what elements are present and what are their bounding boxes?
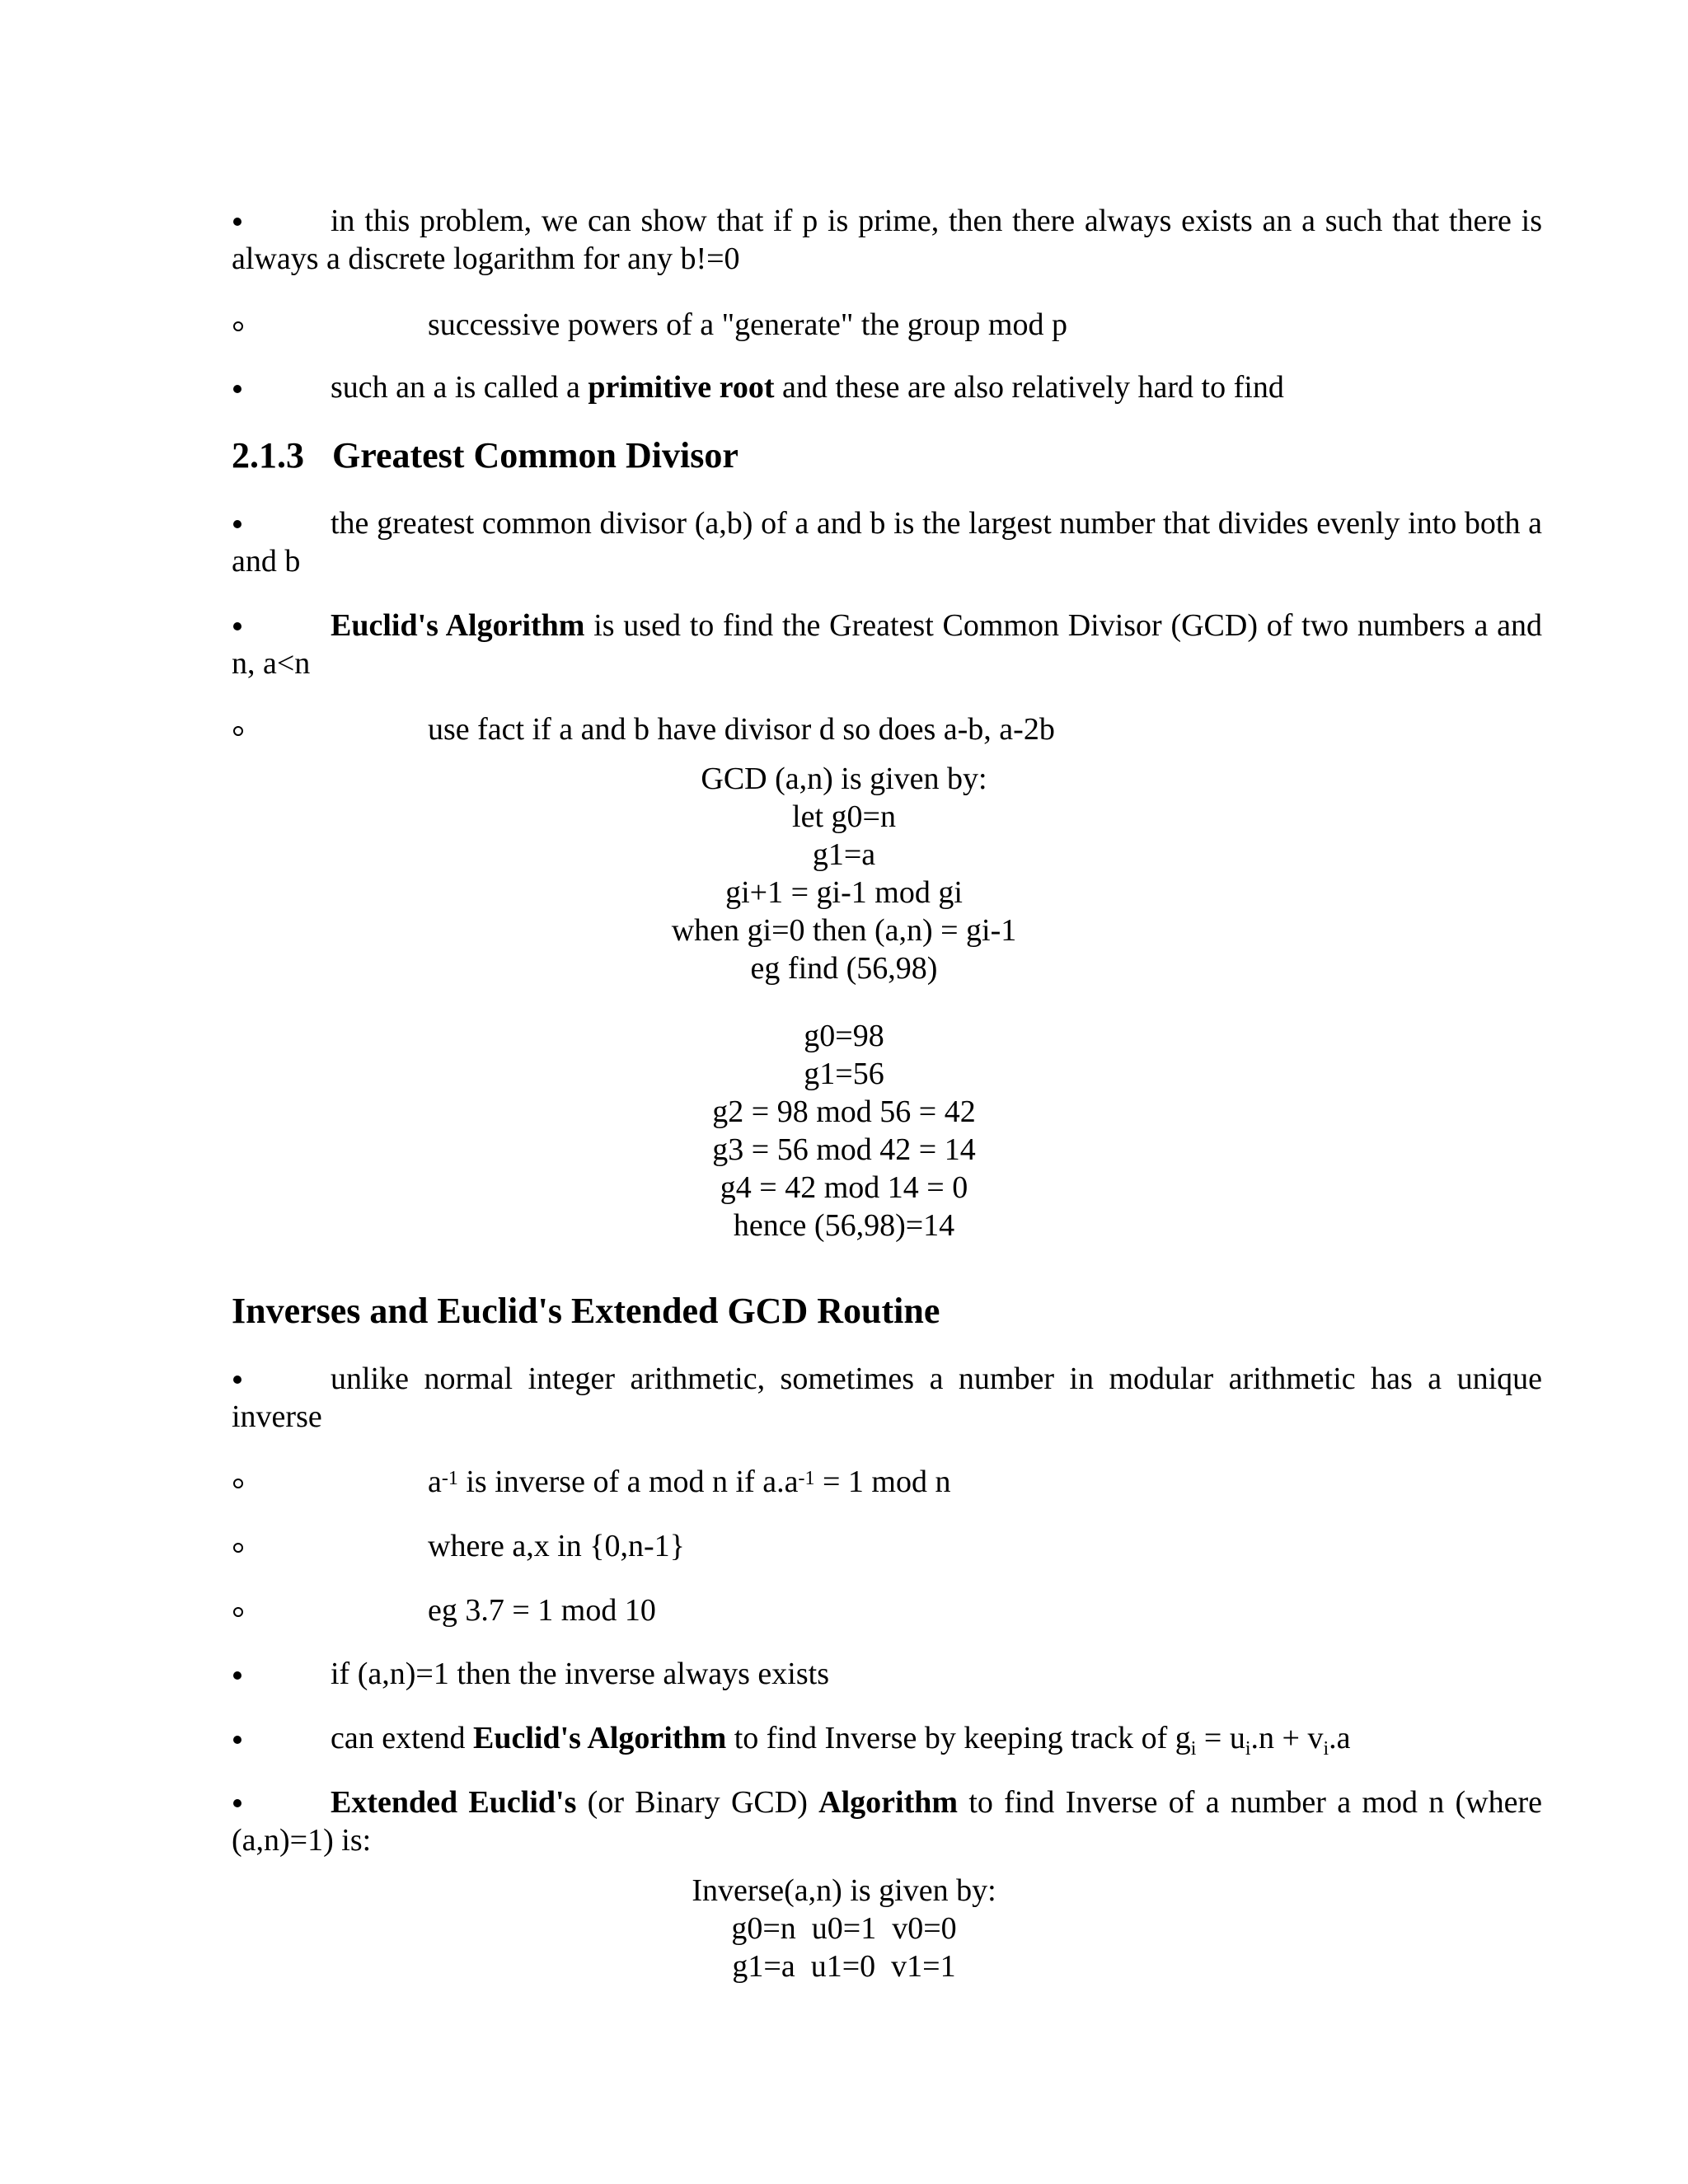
- inverse-algorithm-block: [0, 1872, 1688, 1985]
- example-line: g2 = 98 mod 56 = 42: [712, 1094, 976, 1129]
- bullet-text: (or Binary GCD): [576, 1785, 819, 1820]
- bullet-text: can extend Euclid's Algorithm to find Inverse by keeping track of $g_i = u_i.n + v_i.a$: [331, 1721, 1351, 1760]
- circle-bullet-icon: [233, 1607, 243, 1617]
- bullet-text: in this problem, we can show that if p is prime, then there always exists an a such that there is always a discrete logarithm for any b!=0: [232, 204, 1542, 276]
- sub-bullet-text: $a^{-1}$ is inverse of a mod n if $a.a^{-1} = 1$ mod n: [428, 1465, 951, 1499]
- algorithm-line: g1=a u1=0 v1=1: [732, 1949, 956, 1984]
- example-line: g4 = 42 mod 14 = 0: [720, 1170, 968, 1205]
- bold-term: Extended Euclid's: [331, 1785, 577, 1820]
- bullet-text: such an a is called a primitive root and these are also relatively hard to find: [331, 370, 1284, 405]
- bullet-icon: [233, 218, 241, 226]
- bullet-text: if (a,n)=1 then the inverse always exists: [331, 1657, 829, 1691]
- sub-bullet-text: use fact if a and b have divisor d so does a-b, a-2b: [428, 712, 1055, 747]
- gcd-algorithm-block: [0, 760, 1688, 987]
- bullet-icon: [233, 385, 241, 393]
- circle-bullet-icon: [233, 321, 243, 331]
- algorithm-line: Inverse(a,n) is given by:: [692, 1873, 996, 1908]
- sub-bullet-text: successive powers of a "generate" the group mod p: [428, 307, 1067, 342]
- algorithm-line: g0=n u0=1 v0=0: [731, 1911, 957, 1946]
- circle-bullet-icon: [233, 1543, 243, 1553]
- bold-term: Algorithm: [818, 1785, 959, 1820]
- bullet-text: to find Inverse of a number a mod n (where (a,n)=1) is:: [232, 1785, 1543, 1858]
- example-line: g1=56: [804, 1057, 884, 1091]
- circle-bullet-icon: [233, 726, 243, 736]
- sub-bullet-text: where a,x in {0,n-1}: [428, 1529, 685, 1563]
- bullet-icon: [233, 1671, 241, 1680]
- circle-bullet-icon: [233, 1479, 243, 1488]
- bullet-icon: [233, 520, 241, 528]
- bullet-item: [232, 607, 1542, 682]
- section-heading: [232, 434, 738, 477]
- bullet-text: the greatest common divisor (a,b) of a and b is the largest number that divides evenly into both a and b: [232, 506, 1542, 579]
- algorithm-line: gi+1 = gi-1 mod gi: [725, 875, 963, 910]
- gcd-example-block: [0, 1017, 1688, 1244]
- bullet-text: unlike normal integer arithmetic, sometimes a number in modular arithmetic has a unique inverse: [232, 1361, 1542, 1434]
- section-heading: [232, 1290, 940, 1333]
- section-title: Greatest Common Divisor: [332, 435, 738, 476]
- bullet-item: [232, 202, 1542, 278]
- bullet-item: [232, 1783, 1542, 1859]
- bullet-item: [232, 1360, 1542, 1436]
- algorithm-line: when gi=0 then (a,n) = gi-1: [671, 913, 1017, 948]
- algorithm-line: eg find (56,98): [750, 951, 938, 986]
- algorithm-line: GCD (a,n) is given by:: [701, 762, 987, 796]
- bullet-item: [232, 504, 1542, 580]
- algorithm-line: g1=a: [812, 837, 876, 872]
- bullet-icon: [233, 1799, 241, 1807]
- section-number: 2.1.3: [232, 435, 304, 476]
- bullet-text: is used to find the Greatest Common Divisor (GCD) of two numbers a and n, a<n: [232, 608, 1542, 681]
- bullet-icon: [233, 1736, 241, 1744]
- example-line: g0=98: [804, 1019, 884, 1053]
- example-line: hence (56,98)=14: [733, 1208, 955, 1243]
- sub-bullet-text: eg 3.7 = 1 mod 10: [428, 1593, 656, 1628]
- algorithm-line: let g0=n: [792, 799, 896, 834]
- bullet-icon: [233, 622, 241, 630]
- bullet-icon: [233, 1376, 241, 1384]
- section-title: Inverses and Euclid's Extended GCD Routine: [232, 1291, 940, 1331]
- bold-term: Euclid's Algorithm: [331, 608, 585, 643]
- example-line: g3 = 56 mod 42 = 14: [712, 1132, 976, 1167]
